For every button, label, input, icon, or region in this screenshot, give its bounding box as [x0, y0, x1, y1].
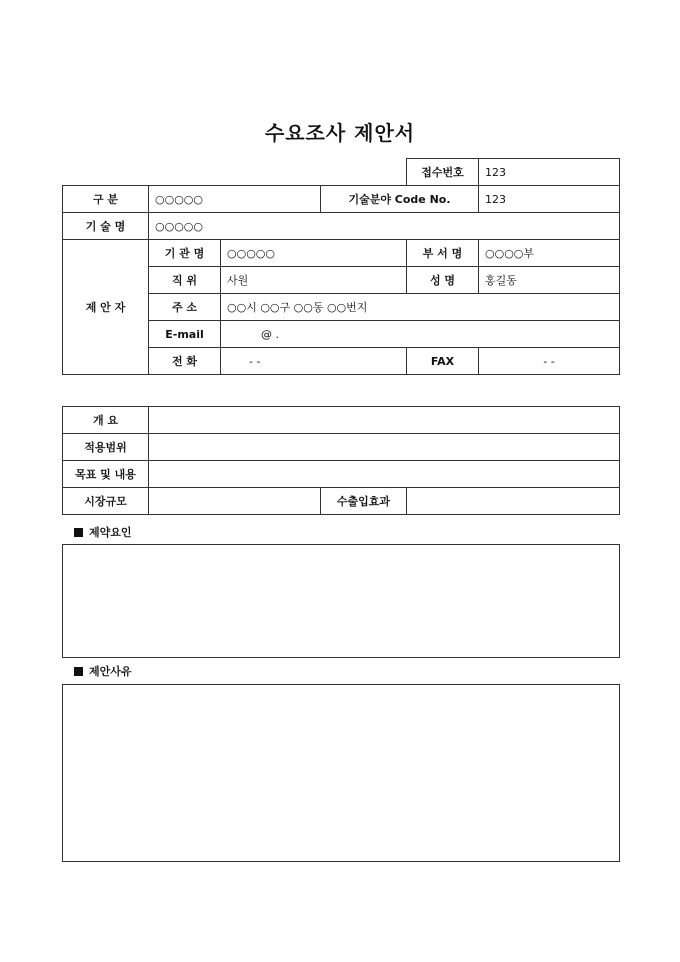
market-size-label: 시장규모 — [63, 488, 149, 515]
fax-value: - - — [479, 348, 620, 375]
field-code-label: 기술분야 Code No. — [321, 186, 479, 213]
address-label: 주 소 — [149, 294, 221, 321]
name-value: 홍길동 — [479, 267, 620, 294]
receipt-number-label: 접수번호 — [407, 159, 479, 186]
phone-value: - - — [221, 348, 407, 375]
phone-label: 전 화 — [149, 348, 221, 375]
position-value: 사원 — [221, 267, 407, 294]
import-export-value[interactable] — [407, 488, 620, 515]
import-export-label: 수출입효과 — [321, 488, 407, 515]
tech-name-value: ○○○○○ — [149, 213, 620, 240]
scope-label: 적용범위 — [63, 434, 149, 461]
square-bullet-icon — [74, 528, 83, 537]
reason-heading — [74, 663, 132, 679]
constraints-box[interactable] — [62, 544, 620, 658]
overview-label: 개 요 — [63, 407, 149, 434]
overview-value[interactable] — [149, 407, 620, 434]
scope-value[interactable] — [149, 434, 620, 461]
spacer — [63, 159, 407, 186]
field-code-value: 123 — [479, 186, 620, 213]
proposer-label: 제 안 자 — [63, 240, 149, 375]
fax-label: FAX — [407, 348, 479, 375]
email-value: @ . — [221, 321, 620, 348]
position-label: 직 위 — [149, 267, 221, 294]
dept-label: 부 서 명 — [407, 240, 479, 267]
page-title: 수요조사 제안서 — [264, 121, 416, 145]
name-label: 성 명 — [407, 267, 479, 294]
email-label: E-mail — [149, 321, 221, 348]
address-value: ○○시 ○○구 ○○동 ○○번지 — [221, 294, 620, 321]
org-value: ○○○○○ — [221, 240, 407, 267]
dept-value: ○○○○부 — [479, 240, 620, 267]
reason-box[interactable] — [62, 684, 620, 862]
category-label: 구 분 — [63, 186, 149, 213]
goal-value[interactable] — [149, 461, 620, 488]
market-size-value[interactable] — [149, 488, 321, 515]
org-label: 기 관 명 — [149, 240, 221, 267]
reason-label: 제안사유 — [89, 665, 132, 678]
proposer-info-table — [62, 158, 620, 375]
summary-table — [62, 406, 620, 515]
constraints-label: 제약요인 — [89, 526, 132, 539]
receipt-number-value: 123 — [479, 159, 620, 186]
goal-label: 목표 및 내용 — [63, 461, 149, 488]
category-value: ○○○○○ — [149, 186, 321, 213]
constraints-heading — [74, 524, 132, 540]
tech-name-label: 기 술 명 — [63, 213, 149, 240]
square-bullet-icon — [74, 667, 83, 676]
